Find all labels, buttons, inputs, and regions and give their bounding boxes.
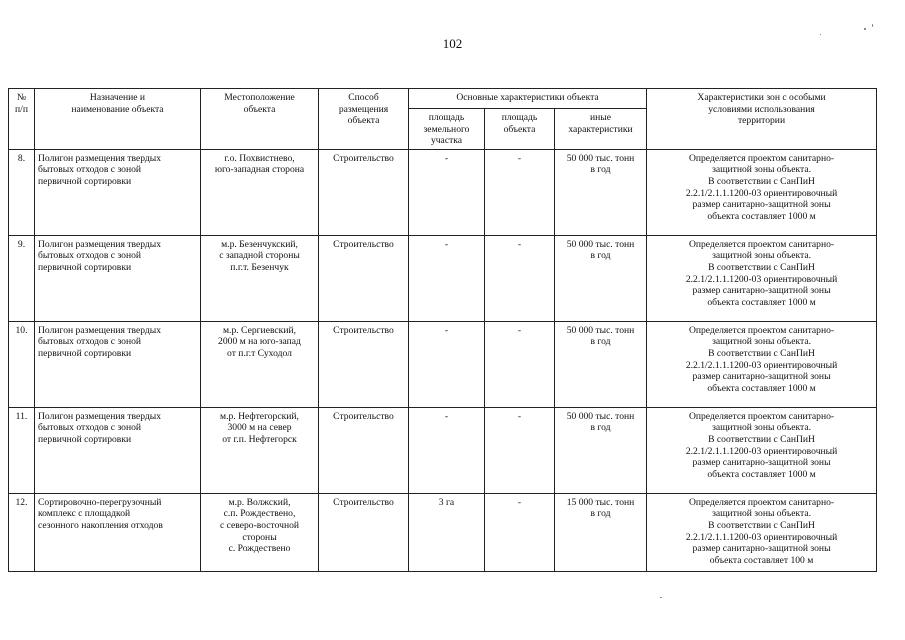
row-other: 50 000 тыс. тонн в год — [555, 321, 647, 407]
row-location: м.р. Безенчукский, с западной стороны п.г.т. Безенчук — [201, 235, 319, 321]
header-land-area: площадь земельного участка — [409, 109, 485, 150]
row-object-area: - — [485, 407, 555, 493]
header-zones: Характеристики зон с особыми условиями использования территории — [647, 89, 877, 150]
scan-speck — [864, 28, 866, 30]
scan-speck — [820, 34, 821, 35]
row-land-area: - — [409, 235, 485, 321]
header-location: Местоположение объекта — [201, 89, 319, 150]
row-zones: Определяется проектом санитарно- защитной зоны объекта. В соответствии с СанПиН 2.2.1/2.1.1.1200-03 ориентировочный размер санитарно-защитной зоны объекта составляет 1000 м — [647, 321, 877, 407]
row-method: Строительство — [319, 235, 409, 321]
row-num: 10. — [9, 321, 35, 407]
row-object-area: - — [485, 321, 555, 407]
row-num: 11. — [9, 407, 35, 493]
row-other: 50 000 тыс. тонн в год — [555, 407, 647, 493]
row-method: Строительство — [319, 407, 409, 493]
scan-speck — [660, 597, 662, 598]
table-header — [9, 89, 877, 150]
header-method: Способ размещения объекта — [319, 89, 409, 150]
row-location: м.р. Волжский, с.п. Рождествено, с северо-восточной стороны с. Рождествено — [201, 493, 319, 571]
row-num: 9. — [9, 235, 35, 321]
row-name: Полигон размещения твердых бытовых отходов с зоной первичной сортировки — [35, 321, 201, 407]
row-name: Полигон размещения твердых бытовых отходов с зоной первичной сортировки — [35, 407, 201, 493]
header-object-area: площадь объекта — [485, 109, 555, 150]
row-location: м.р. Нефтегорский, 3000 м на север от г.п. Нефтегорск — [201, 407, 319, 493]
row-num: 12. — [9, 493, 35, 571]
row-object-area: - — [485, 493, 555, 571]
row-land-area: 3 га — [409, 493, 485, 571]
row-num: 8. — [9, 149, 35, 235]
table-row — [9, 407, 877, 493]
row-other: 15 000 тыс. тонн в год — [555, 493, 647, 571]
table-body — [9, 149, 877, 571]
row-zones: Определяется проектом санитарно- защитной зоны объекта. В соответствии с СанПиН 2.2.1/2.1.1.1200-03 ориентировочный размер санитарно-защитной зоны объекта составляет 1000 м — [647, 235, 877, 321]
row-land-area: - — [409, 321, 485, 407]
row-name: Сортировочно-перегрузочный комплекс с площадкой сезонного накопления отходов — [35, 493, 201, 571]
header-num: № п/п — [9, 89, 35, 150]
row-zones: Определяется проектом санитарно- защитной зоны объекта. В соответствии с СанПиН 2.2.1/2.1.1.1200-03 ориентировочный размер санитарно-защитной зоны объекта составляет 100 м — [647, 493, 877, 571]
row-zones: Определяется проектом санитарно- защитной зоны объекта. В соответствии с СанПиН 2.2.1/2.1.1.1200-03 ориентировочный размер санитарно-защитной зоны объекта составляет 1000 м — [647, 149, 877, 235]
row-object-area: - — [485, 149, 555, 235]
row-location: г.о. Похвистнево, юго-западная сторона — [201, 149, 319, 235]
header-other: иные характеристики — [555, 109, 647, 150]
table-row — [9, 149, 877, 235]
row-land-area: - — [409, 149, 485, 235]
table-row — [9, 235, 877, 321]
row-land-area: - — [409, 407, 485, 493]
row-name: Полигон размещения твердых бытовых отходов с зоной первичной сортировки — [35, 149, 201, 235]
scan-speck — [872, 24, 873, 27]
row-method: Строительство — [319, 493, 409, 571]
row-object-area: - — [485, 235, 555, 321]
page-number: 102 — [442, 36, 463, 51]
row-name: Полигон размещения твердых бытовых отходов с зоной первичной сортировки — [35, 235, 201, 321]
table-row — [9, 493, 877, 571]
row-other: 50 000 тыс. тонн в год — [555, 149, 647, 235]
row-other: 50 000 тыс. тонн в год — [555, 235, 647, 321]
header-main-characteristics: Основные характеристики объекта — [409, 89, 647, 109]
objects-table — [8, 88, 877, 572]
row-zones: Определяется проектом санитарно- защитной зоны объекта. В соответствии с СанПиН 2.2.1/2.1.1.1200-03 ориентировочный размер санитарно-защитной зоны объекта составляет 1000 м — [647, 407, 877, 493]
row-method: Строительство — [319, 321, 409, 407]
row-method: Строительство — [319, 149, 409, 235]
header-name: Назначение и наименование объекта — [35, 89, 201, 150]
row-location: м.р. Сергиевский, 2000 м на юго-запад от п.г.т Суходол — [201, 321, 319, 407]
table-row — [9, 321, 877, 407]
